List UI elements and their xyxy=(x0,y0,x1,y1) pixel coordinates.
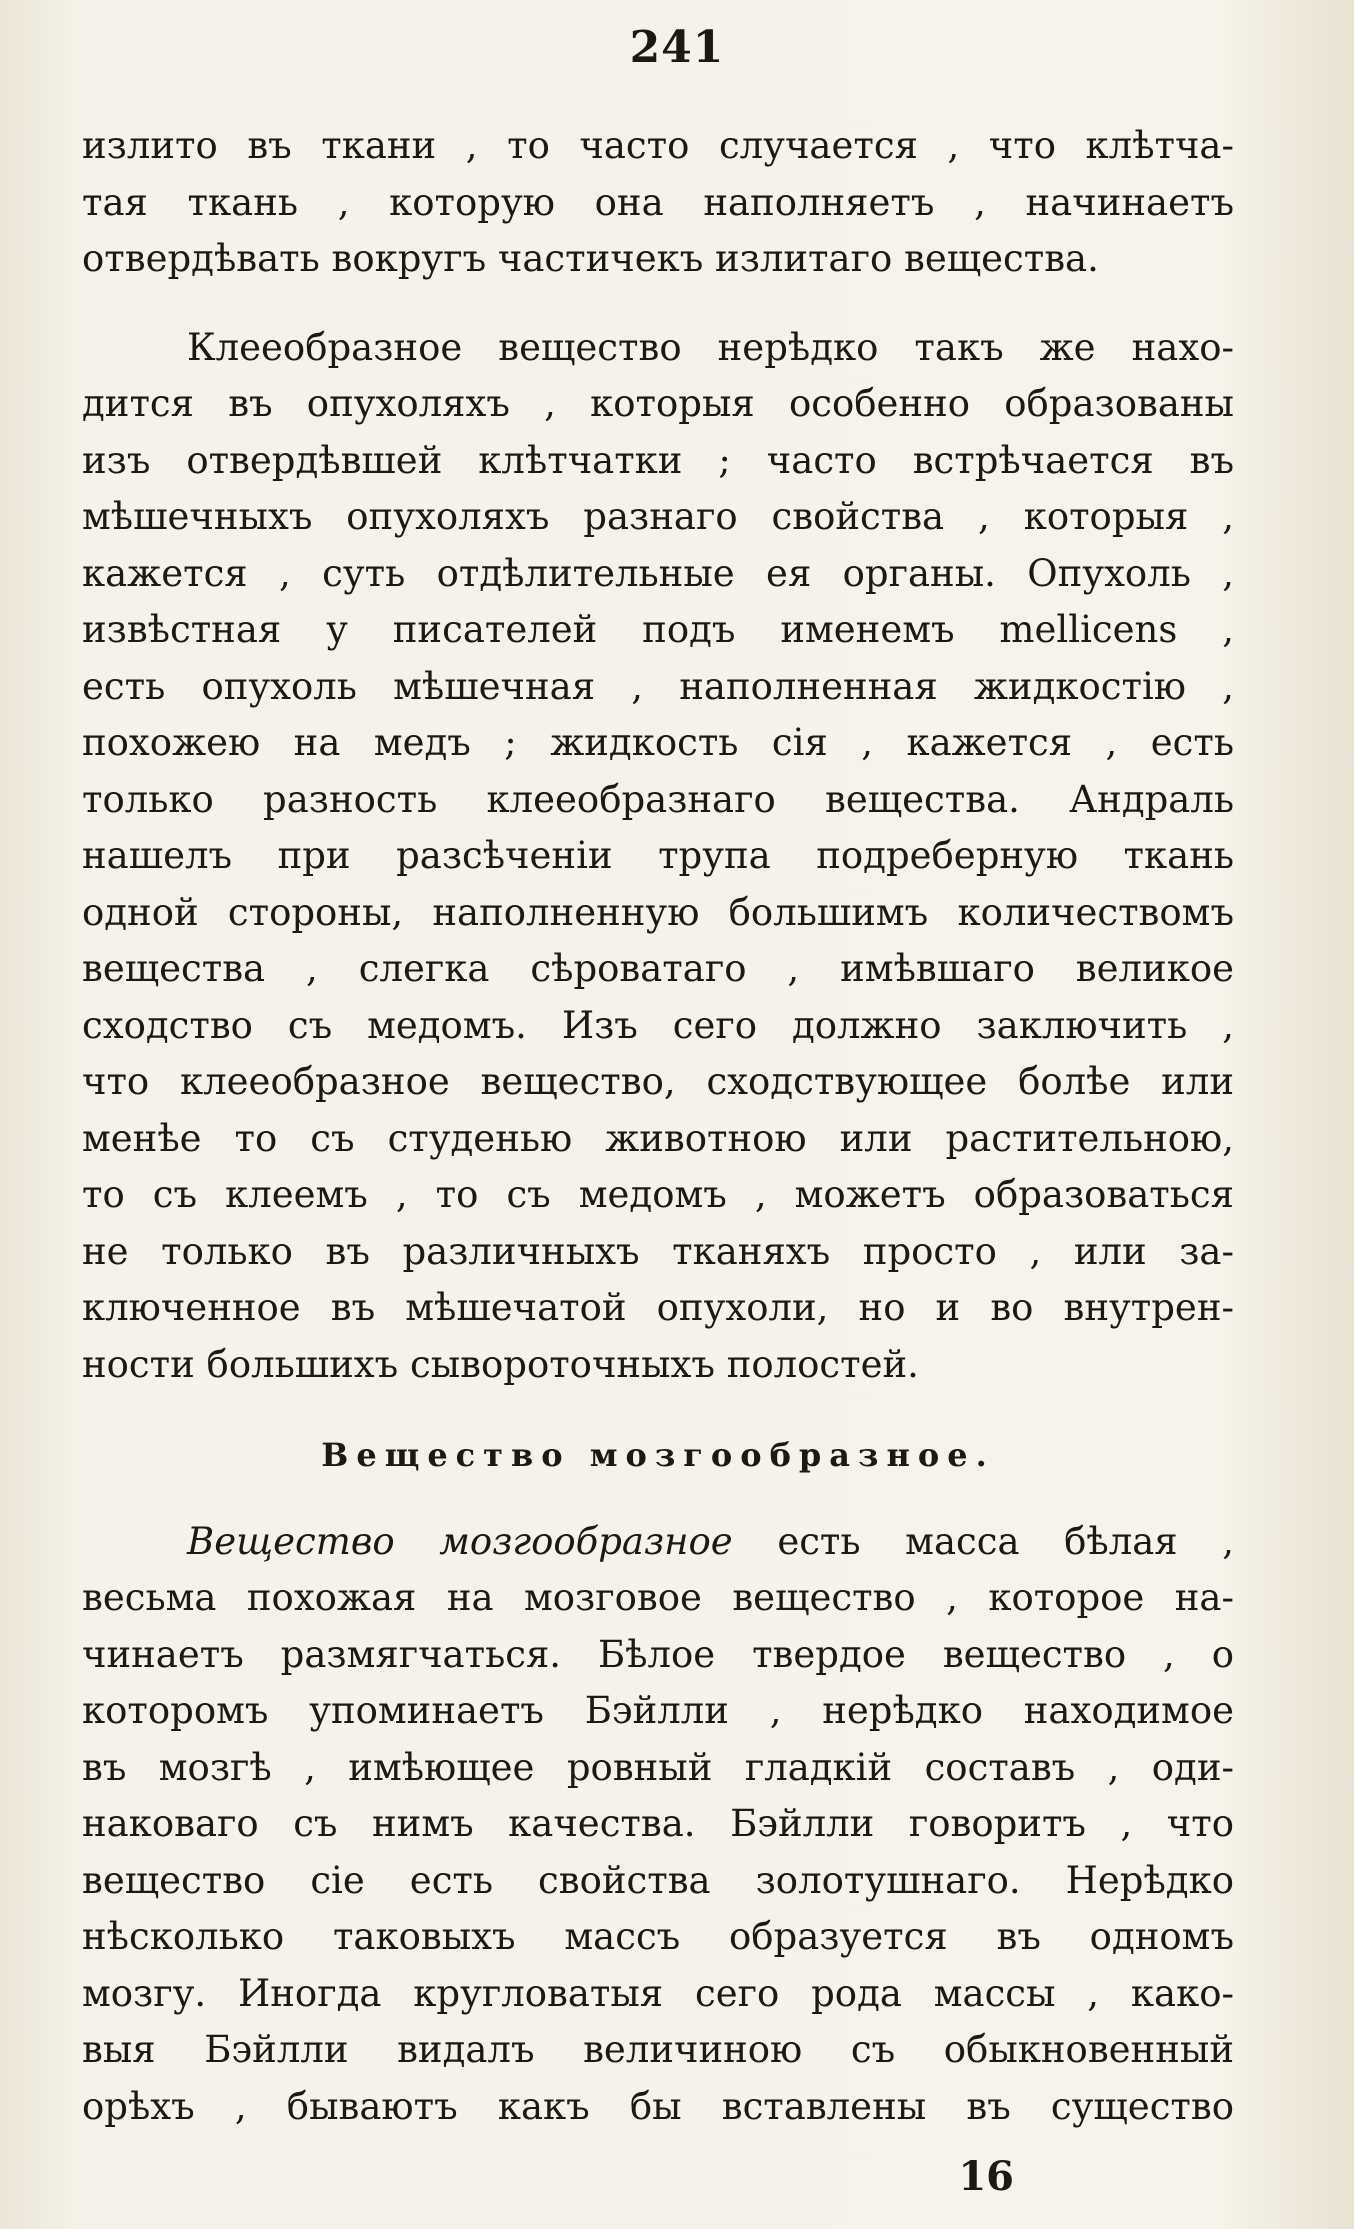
text-line: нашелъ при разсѣченіи трупа подреберную ткань xyxy=(82,834,1234,877)
page-number: 241 xyxy=(629,22,725,73)
text-line: менѣе то съ студенью животною или растительною, xyxy=(82,1116,1234,1160)
text-line: мозгу. Иногда кругловатыя сего рода массы , како- xyxy=(82,1971,1234,2015)
text-line: излито въ ткани , то часто случается , что клѣтча- xyxy=(82,124,1234,167)
text-line: весьма похожая на мозговое вещество , которое на- xyxy=(82,1576,1234,1619)
section-heading: Вещество мозгообразное. xyxy=(321,1436,995,1474)
text-line: изъ отвердѣвшей клѣтчатки ; часто встрѣчается въ xyxy=(82,438,1234,482)
text-line: ности большихъ сывороточныхъ полостей. xyxy=(82,1342,919,1386)
text-line: что клееобразное вещество, сходствующее болѣе или xyxy=(82,1060,1234,1103)
text-line: сходство съ медомъ. Изъ сего должно заключить , xyxy=(82,1003,1234,1047)
text-line: въ мозгѣ , имѣющее ровный гладкій составъ , оди- xyxy=(82,1745,1234,1789)
paragraph-1 xyxy=(82,118,1234,288)
text-line: чинаетъ размягчаться. Бѣлое твердое вещество , о xyxy=(82,1632,1234,1676)
signature-mark: 16 xyxy=(958,2153,1014,2200)
text-line: ключенное въ мѣшечатой опухоли, но и во внутрен- xyxy=(82,1286,1234,1329)
text-line: орѣхъ , бываютъ какъ бы вставлены въ существо xyxy=(82,2084,1234,2128)
text-line: похожею на медъ ; жидкость сія , кажется , есть xyxy=(82,721,1234,764)
text-line: только разность клееобразнаго вещества. Андраль xyxy=(82,777,1234,821)
text-line: тая ткань , которую она наполняетъ , начинаетъ xyxy=(82,180,1234,224)
text-line: дится въ опухоляхъ , которыя особенно образованы xyxy=(82,382,1234,425)
text-line: одной стороны, наполненную большимъ количествомъ xyxy=(82,890,1234,934)
italic-term: Вещество мозгообразное xyxy=(187,1519,733,1563)
text-fragment: есть масса бѣлая , xyxy=(777,1519,1234,1563)
text-line: вещество сіе есть свойства золотушнаго. Нерѣдко xyxy=(82,1858,1234,1902)
text-line: кажется , суть отдѣлительные ея органы. Опухоль , xyxy=(82,551,1234,595)
text-line: извѣстная у писателей подъ именемъ mellicens , xyxy=(82,608,1234,651)
text-line: то съ клеемъ , то съ медомъ , можетъ образоваться xyxy=(82,1173,1234,1216)
text-line: не только въ различныхъ тканяхъ просто , или за- xyxy=(82,1229,1234,1273)
text-line: выя Бэйлли видалъ величиною съ обыкновенный xyxy=(82,2028,1234,2071)
page-body xyxy=(82,118,1234,2135)
paragraph-2 xyxy=(82,320,1234,1394)
text-line: отвердѣвать вокругъ частичекъ излитаго вещества. xyxy=(82,237,1099,280)
text-line: есть опухоль мѣшечная , наполненная жидкостію , xyxy=(82,664,1234,708)
text-line: нѣсколько таковыхъ массъ образуется въ одномъ xyxy=(82,1915,1234,1958)
text-line xyxy=(82,1514,1234,1571)
text-line: наковаго съ нимъ качества. Бэйлли говоритъ , что xyxy=(82,1802,1234,1845)
text-line: которомъ упоминаетъ Бэйлли , нерѣдко находимое xyxy=(82,1689,1234,1732)
paragraph-3 xyxy=(82,1514,1234,2136)
text-line: вещества , слегка сѣроватаго , имѣвшаго великое xyxy=(82,947,1234,990)
text-line: Клееобразное вещество нерѣдко такъ же нахо- xyxy=(187,325,1234,369)
text-line: мѣшечныхъ опухоляхъ разнаго свойства , которыя , xyxy=(82,495,1234,538)
